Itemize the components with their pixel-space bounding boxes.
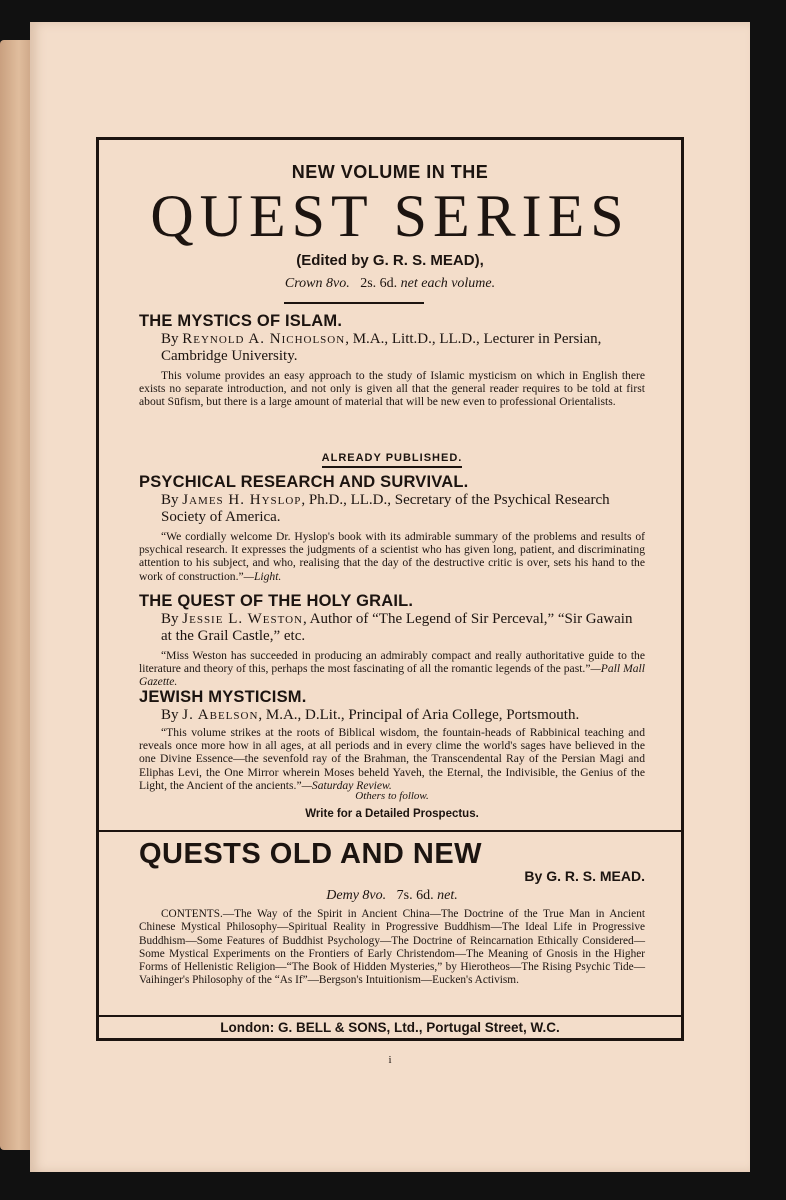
by-prefix: By <box>161 611 179 627</box>
author-credentials: , M.A., Litt.D., LL.D., Lecturer in Persian, Cambridge University. <box>161 331 602 364</box>
quote-source: —Light. <box>243 569 282 583</box>
book-entry-holy-grail <box>139 592 645 689</box>
quests-format-price <box>139 888 645 904</box>
author-name: James H. Hyslop <box>182 492 302 508</box>
book-entry-psychical-research <box>139 473 645 583</box>
publisher-line: London: G. BELL & SONS, Ltd., Portugal Street, W.C. <box>220 1020 560 1035</box>
already-published-label: ALREADY PUBLISHED. <box>322 452 463 468</box>
by-prefix: By <box>161 707 179 723</box>
author-credentials: , M.A., D.Lit., Principal of Aria College, Portsmouth. <box>258 707 580 723</box>
others-to-follow: Others to follow. <box>355 790 429 802</box>
new-volume-heading: NEW VOLUME IN THE <box>291 162 489 182</box>
quote-source: —Saturday Review. <box>301 778 392 792</box>
price: 2s. 6d. <box>360 276 398 291</box>
quote-source: —Pall Mall Gazette. <box>139 662 645 689</box>
author-credentials: , Author of “The Legend of Sir Perceval,” “Sir Gawain at the Grail Castle,” etc. <box>161 611 633 644</box>
format: Demy 8vo. <box>326 888 387 903</box>
author-name: J. Abelson <box>182 707 259 723</box>
book-title: JEWISH MYSTICISM. <box>139 688 307 706</box>
review-quote <box>139 649 645 689</box>
book-description: This volume provides an easy approach to the study of Islamic mysticism on which in English there exists no separate introduction, and not only is given all that the general reader requires to be told at first about Sūfism, but there is a large amount of material that will be new even to professional Orientalists. <box>139 369 645 409</box>
by-prefix: By <box>161 492 179 508</box>
book-page <box>30 22 750 1172</box>
divider <box>284 302 424 304</box>
review-quote <box>139 726 645 792</box>
book-title: THE QUEST OF THE HOLY GRAIL. <box>139 592 414 610</box>
quests-contents: CONTENTS.—The Way of the Spirit in Ancient China—The Doctrine of the True Man in Ancient Chinese Mystical Philosophy—Spiritual Reality in Progressive Buddhism—The Ideal Life in Progressive Buddhism—Some Features of Buddhist Psychology—The Doctrine of Reincarnation Ethically Considered—Some Mystical Experiments on the Frontiers of Early Christendom—The Meaning of Gnosis in the Higher Forms of Hellenistic Religion—“The Book of Hidden Mysteries,” by Hierotheos—The Rising Psychic Tide—Vaihinger's Philosophy of the “As If”—Bergson's Intuitionism—Eucken's Activism. <box>139 908 645 987</box>
series-title: QUEST SERIES <box>150 183 630 249</box>
quests-old-and-new-title: QUESTS OLD AND NEW <box>139 838 483 870</box>
page-number: i <box>388 1054 392 1066</box>
book-spine-edge <box>0 40 34 1150</box>
by-prefix: By <box>161 331 179 347</box>
book-title: THE MYSTICS OF ISLAM. <box>139 312 343 330</box>
price-note: net each volume. <box>400 276 496 291</box>
prospectus-line: Write for a Detailed Prospectus. <box>305 808 479 820</box>
format: Crown 8vo. <box>284 276 350 291</box>
divider <box>99 830 681 832</box>
price: 7s. 6d. <box>396 888 434 903</box>
author-name: Jessie L. Weston <box>182 611 303 627</box>
quests-author: By G. R. S. MEAD. <box>524 868 645 884</box>
book-author-line <box>139 707 645 724</box>
book-entry-mystics-of-islam <box>139 312 645 409</box>
quote-text: “Miss Weston has succeeded in producing an admirably compact and really authoritative guide to the literature and theory of this, perhaps the most fascinating of all the romantic legends of the past.” <box>139 649 645 676</box>
author-credentials: , Ph.D., LL.D., Secretary of the Psychical Research Society of America. <box>161 492 610 525</box>
format-price-line <box>99 276 681 292</box>
book-title: PSYCHICAL RESEARCH AND SURVIVAL. <box>139 473 469 491</box>
book-author-line <box>139 611 645 645</box>
book-author-line <box>139 331 645 365</box>
book-author-line <box>139 492 645 526</box>
divider <box>99 1015 681 1017</box>
book-entry-jewish-mysticism <box>139 688 645 792</box>
advertisement-frame <box>96 137 684 1041</box>
editor-line: (Edited by G. R. S. MEAD), <box>296 252 484 269</box>
price-note: net. <box>437 888 458 903</box>
review-quote <box>139 530 645 583</box>
quote-text: “This volume strikes at the roots of Biblical wisdom, the fountain-heads of Rabbinical teaching and reveals once more how in all ages, at all periods and in every clime the world's sages have believed in the one Divine Essence—the sevenfold ray of the Brahman, the Transcendental Ray of the Persian Magi and Eliphas Levi, the One Mirror wherein Moses beheld Yaveh, the Eternal, the Indivisible, the Genius of the Light, the Ancient of the ancients.” <box>139 726 645 792</box>
already-published-heading <box>139 452 645 468</box>
quote-text: “We cordially welcome Dr. Hyslop's book with its admirable summary of the problems and results of psychical research. It expresses the judgments of a scientist who has given long, patient, and discriminating attention to his subject, and who, realising that the day of the destructive critic is over, sets his hand to the work of construction.” <box>139 530 645 583</box>
author-name: Reynold A. Nicholson <box>182 331 346 347</box>
